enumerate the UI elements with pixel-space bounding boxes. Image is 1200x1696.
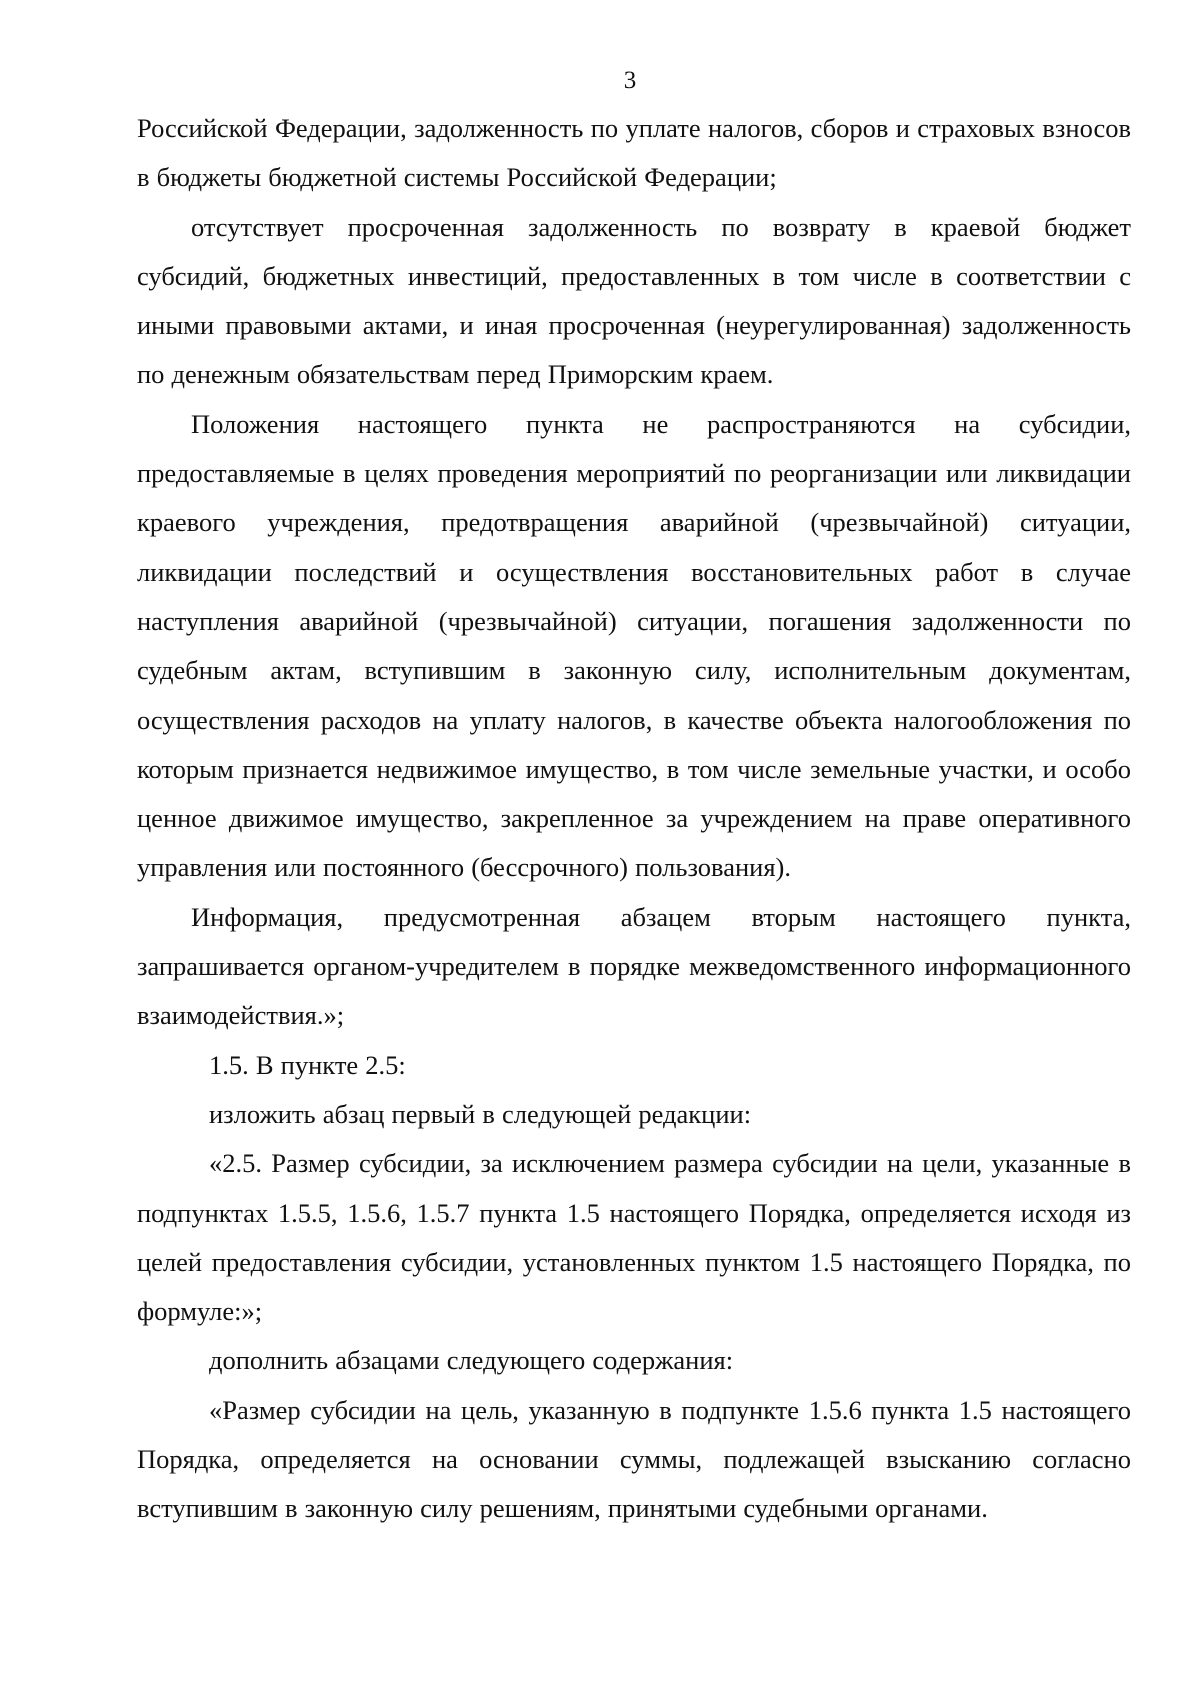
paragraph-information-request: Информация, предусмотренная абзацем вторым настоящего пункта, запрашивается органом-учредителем в порядке межведомственного информационного взаимодействия.»; — [137, 901, 1131, 1031]
paragraph-subsidy-1-5-6: «Размер субсидии на цель, указанную в подпункте 1.5.6 пункта 1.5 настоящего Порядка, определяется на основании суммы, подлежащей взысканию согласно вступившим в законную силу решениям, принятыми судебными органами. — [137, 1394, 1131, 1524]
document-body — [137, 104, 1131, 1534]
paragraph-item-1-5: 1.5. В пункте 2.5: — [209, 1049, 406, 1080]
page-number: 3 — [623, 67, 637, 94]
paragraph-overdue-debt: отсутствует просроченная задолженность по возврату в краевой бюджет субсидий, бюджетных инвестиций, предоставленных в том числе в соответствии с иными правовыми актами, и иная просроченная (неурегулированная) задолженность по денежным обязательствам перед Приморским краем. — [137, 211, 1131, 390]
paragraph-subsidy-size: «2.5. Размер субсидии, за исключением размера субсидии на цели, указанные в подпунктах 1.5.5, 1.5.6, 1.5.7 пункта 1.5 настоящего Порядка, определяется исходя из целей предоставления субсидии, установленных пунктом 1.5 настоящего Порядка, по формуле:»; — [137, 1148, 1131, 1327]
paragraph-supplement: дополнить абзацами следующего содержания: — [209, 1345, 734, 1376]
paragraph-exceptions: Положения настоящего пункта не распространяются на субсидии, предоставляемые в целях проведения мероприятий по реорганизации или ликвидации краевого учреждения, предотвращения аварийной (чрезвычайной) ситуации, ликвидации последствий и осуществления восстановительных работ в случае наступления аварийной (чрезвычайной) ситуации, погашения задолженности по судебным актам, вступившим в законную силу, исполнительным документам, осуществления расходов на уплату налогов, в качестве объекта налогообложения по которым признается недвижимое имущество, в том числе земельные участки, и особо ценное движимое имущество, закрепленное за учреждением на праве оперативного управления или постоянного (бессрочного) пользования). — [137, 408, 1131, 883]
paragraph-amend-first-paragraph: изложить абзац первый в следующей редакции: — [209, 1098, 752, 1129]
paragraph-continuation: Российской Федерации, задолженность по уплате налогов, сборов и страховых взносов в бюджеты бюджетной системы Российской Федерации; — [137, 113, 1131, 193]
